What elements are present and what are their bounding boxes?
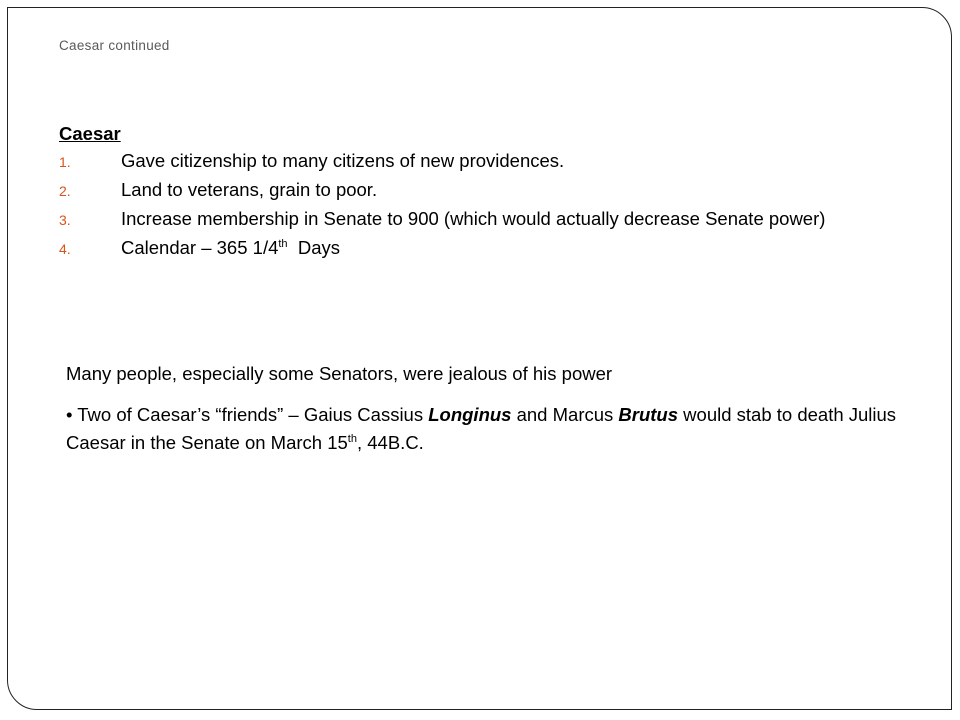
list-text: Land to veterans, grain to poor. <box>121 179 378 200</box>
superscript: th <box>347 432 357 445</box>
section-heading: Caesar <box>59 123 121 144</box>
text-run: and Marcus <box>511 404 619 425</box>
text-run: • Two of Caesar’s “friends” – Gaius Cassius <box>66 404 429 425</box>
name-longinus <box>428 404 511 425</box>
superscript: th <box>278 237 288 250</box>
numbered-list <box>59 150 879 266</box>
paragraph-jealousy: Many people, especially some Senators, were jealous of his power <box>66 363 613 384</box>
list-number: 4. <box>59 241 71 257</box>
list-text: Increase membership in Senate to 900 (which would actually decrease Senate power) <box>121 208 826 229</box>
paragraph-assassination <box>66 401 926 457</box>
text-run: would stab to death Julius Caesar in the Senate on March 15 <box>66 404 897 453</box>
text-run: , 44B.C. <box>356 432 424 453</box>
list-text: Gave citizenship to many citizens of new providences. <box>121 150 565 171</box>
list-item <box>59 208 879 232</box>
name-longinus-text: Longinus <box>428 404 512 425</box>
slide-frame <box>7 7 952 710</box>
body-paragraphs <box>66 360 926 470</box>
list-number: 3. <box>59 212 71 228</box>
list-item <box>59 150 879 174</box>
list-number: 1. <box>59 154 71 170</box>
name-brutus <box>618 404 678 425</box>
list-number: 2. <box>59 183 71 199</box>
list-text <box>121 237 879 261</box>
slide-title: Caesar continued <box>59 38 170 53</box>
list-item <box>59 237 879 261</box>
name-brutus-text: Brutus <box>618 404 679 425</box>
list-item <box>59 179 879 203</box>
calendar-days: Days <box>287 237 340 258</box>
calendar-text: Calendar – 365 1/4 <box>121 237 279 258</box>
